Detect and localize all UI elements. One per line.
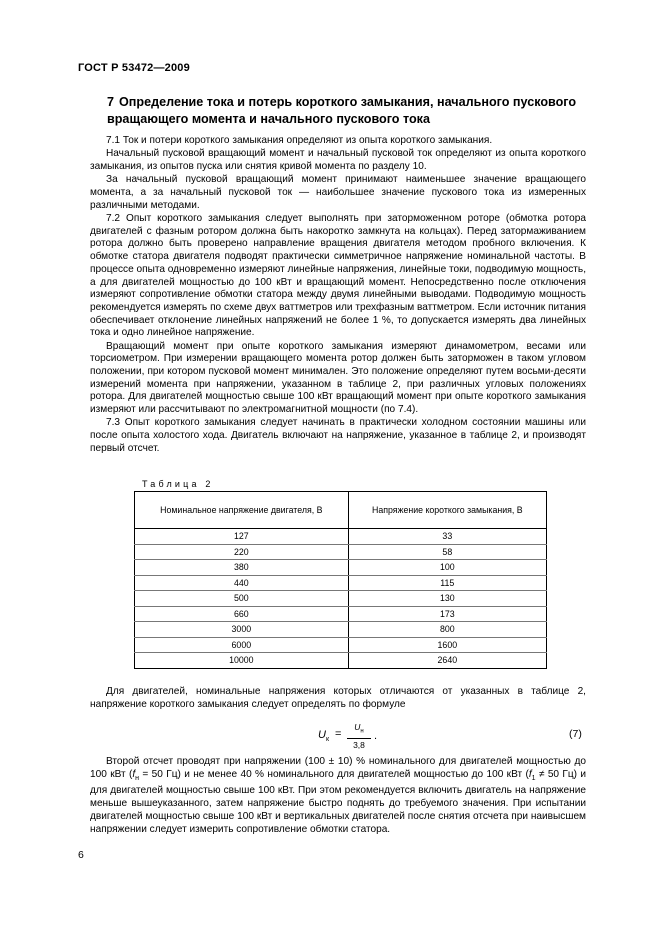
formula-intro — [90, 686, 586, 711]
formula-7 — [318, 722, 398, 748]
table-row — [135, 653, 547, 669]
voltage-table — [134, 491, 547, 669]
table-row — [135, 591, 547, 607]
paragraph: Вращающий момент при опыте короткого замыкания измеряют динамометром, весами или торсиометром. При измерении вращающего момента ротор должен быть заторможен в таком угловом положении, при котором пусковой момент минимален. Это положение определяют путем восьми-десяти измерений момента при напряжении, указанном в таблице 2, при различных угловых положениях ротора. Для двигателей мощностью свыше 100 кВт вращающий момент при опыте короткого замыкания измеряют или рассчитывают по электромагнитной мощности (по 7.4). — [90, 340, 586, 416]
table-cell: 10000 — [135, 653, 349, 669]
formula-equals: = — [335, 728, 342, 740]
table-cell: 220 — [135, 544, 349, 560]
formula-lhs: $U_к$ — [318, 729, 330, 744]
table-cell: 380 — [135, 560, 349, 576]
paragraph: Начальный пусковой вращающий момент и начальный пусковой ток определяют из опыта короткого замыкания, из опытов пуска или снятия кривой момента по разделу 10. — [90, 148, 586, 172]
final-text — [90, 756, 586, 836]
column-header-short-circuit-voltage: Напряжение короткого замыкания, В — [348, 492, 546, 529]
section-number: 7 — [107, 95, 115, 109]
table-caption: Таблица 2 — [142, 479, 214, 489]
fraction-bar — [347, 738, 371, 739]
paragraph: Второй отсчет проводят при напряжении (100 ± 10) % номинального для двигателей мощностью до 100 кВт ($f_н = 50$ Гц) и не менее 40 % номинального для двигателей мощностью до 100 кВт ($f_1 \ne 50$ Гц) и для двигателей мощностью свыше 100 кВт. При этом рекомендуется включить двигатель на напряжение меньше вышеуказанного, затем напряжение быстро поднять до требуемого значения. При испытании двигателей мощностью свыше 100 кВт и вертикальных двигателей после снятия отсчета при наивысшем напряжении следует измерить сопротивление обмотки статора. — [90, 756, 587, 835]
table-cell: 3000 — [135, 622, 349, 638]
page-number: 6 — [78, 849, 84, 861]
table-header-row — [135, 492, 547, 529]
section-body — [90, 135, 586, 456]
table-cell: 33 — [348, 529, 546, 545]
table-cell: 100 — [348, 560, 546, 576]
table-row — [135, 544, 547, 560]
formula-number: (7) — [569, 728, 582, 740]
section-heading — [107, 94, 587, 128]
table-cell: 1600 — [348, 637, 546, 653]
formula-fraction — [347, 722, 371, 750]
table-row — [135, 529, 547, 545]
document-code: ГОСТ Р 53472—2009 — [78, 62, 190, 74]
table-cell: 2640 — [348, 653, 546, 669]
table-cell: 127 — [135, 529, 349, 545]
table-cell: 130 — [348, 591, 546, 607]
section-title: Определение тока и потерь короткого замыкания, начального пускового вращающего момента и начального пускового тока — [107, 95, 577, 126]
table-cell: 800 — [348, 622, 546, 638]
column-header-rated-voltage: Номинальное напряжение двигателя, В — [135, 492, 349, 529]
table-cell: 660 — [135, 606, 349, 622]
formula-denominator: 3,8 — [353, 739, 365, 750]
table-row — [135, 560, 547, 576]
formula-numerator: $U_н$ — [354, 722, 364, 735]
table-cell: 58 — [348, 544, 546, 560]
paragraph: 7.1 Ток и потери короткого замыкания определяют из опыта короткого замыкания. — [106, 135, 493, 146]
paragraph: 7.2 Опыт короткого замыкания следует выполнять при заторможенном роторе (обмотка ротора двигателей с фазным ротором должна быть накоротко замкнута на кольцах). Перед затормаживанием ротора должно быть проверено направление вращения двигателя методом пробного включения. К обмотке статора двигателя подводят практически симметричное напряжение номинальной частоты. В процессе опыта одновременно измеряют линейные напряжения, линейные токи, подводимую мощность, а для двигателей мощностью до 100 кВт и вращающий момент. Непосредственно после отключения измеряют сопротивление обмотки статора между двумя линейными выводами. Подводимую мощность рекомендуется измерять по схеме двух ваттметров или трехфазным ваттметром. Если источник питания обеспечивает отклонение линейных напряжений не более 1 %, то допускается измерять два линейных тока и одно линейное напряжение. — [90, 213, 586, 339]
table-cell: 173 — [348, 606, 546, 622]
table-row — [135, 606, 547, 622]
table-cell: 440 — [135, 575, 349, 591]
table-cell: 6000 — [135, 637, 349, 653]
paragraph: Для двигателей, номинальные напряжения которых отличаются от указанных в таблице 2, напряжение короткого замыкания следует определять по формуле — [90, 686, 586, 710]
table-row — [135, 637, 547, 653]
paragraph: За начальный пусковой вращающий момент принимают наименьшее значение вращающего момента, а за начальный пусковой ток — наибольшее значение пускового тока из измеренных различными методами. — [90, 174, 586, 211]
paragraph: 7.3 Опыт короткого замыкания следует начинать в практически холодном состоянии машины или после опыта холостого хода. Двигатель включают на напряжение, указанное в таблице 2, и производят первый отсчет. — [90, 417, 586, 454]
table-cell: 500 — [135, 591, 349, 607]
table-row — [135, 622, 547, 638]
table-row — [135, 575, 547, 591]
formula-trailing: . — [374, 730, 378, 742]
table-cell: 115 — [348, 575, 546, 591]
